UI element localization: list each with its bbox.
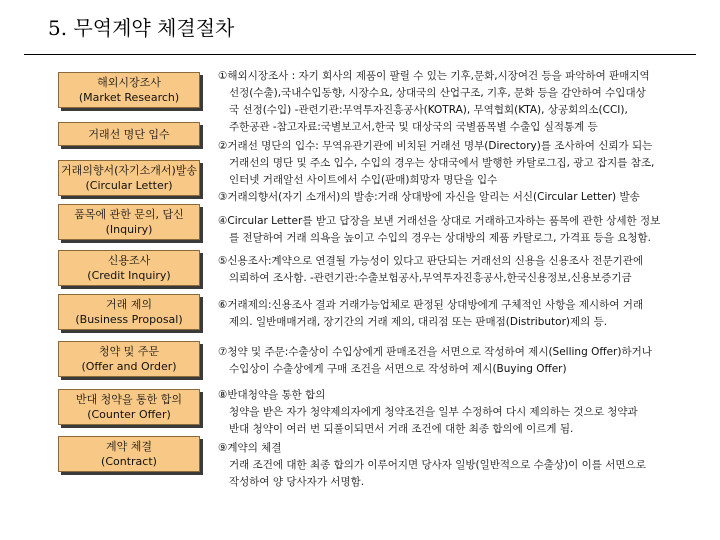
step-label-en: (Market Research) [78, 91, 180, 104]
desc-line: 주한공관 -참고자료:국별보고서,한국 및 대상국의 국별품목별 수출입 실적통계 등 [229, 121, 598, 133]
desc-circular-letter [218, 189, 698, 206]
step-label-ko: 거래선 명단 입수 [88, 127, 170, 141]
step-box-offer-order [58, 341, 200, 377]
desc-line: 선정(수출),국내수입동향, 시장수요, 상대국의 산업구조, 기후, 문화 등을 감안하여 수입대상 [229, 87, 646, 99]
desc-line: 의뢰하여 조사함. -관련기관:수출보험공사,무역투자진흥공사,한국신용정보,신용보증기금 [229, 272, 632, 284]
desc-line: ④Circular Letter를 받고 답장을 보낸 거래선을 상대로 거래하고자하는 품목에 관한 상세한 정보 [218, 215, 661, 227]
desc-counter-offer [218, 387, 698, 438]
step-label-en: (Business Proposal) [75, 313, 183, 326]
desc-line: 작성하여 양 당사자가 서명함. [229, 476, 365, 488]
step-label-en: (Counter Offer) [87, 408, 171, 421]
desc-line: ①해외시장조사 : 자기 회사의 제품이 팔릴 수 있는 기후,문화,시장여건 등을 파악하여 판매지역 [218, 70, 650, 82]
step-label-ko: 계약 체결 [105, 440, 152, 453]
desc-contract [218, 440, 698, 491]
desc-credit-inquiry [218, 253, 698, 287]
page-title: 5. 무역계약 체결절차 [48, 16, 235, 40]
desc-partner-list [218, 138, 698, 189]
step-label-en: (Circular Letter) [85, 179, 173, 192]
desc-line: ⑨계약의 체결 [218, 442, 282, 454]
desc-line: 반대 청약이 여러 번 되풀이되면서 거래 조건에 대한 최종 합의에 이르게 됨. [229, 423, 574, 435]
desc-line: 거래 조건에 대한 최종 합의가 이루어지면 당사자 일방(일반적으로 수출상)이 이를 서면으로 [229, 459, 646, 471]
title-divider [24, 54, 696, 55]
desc-inquiry [218, 213, 698, 247]
step-box-circular-letter [58, 160, 200, 196]
desc-line: ②거래선 명단의 입수: 무역유관기관에 비치된 거래선 명부(Directory)를 조사하여 신뢰가 되는 [218, 140, 653, 152]
step-box-inquiry [58, 204, 200, 240]
step-label-ko: 품목에 관한 문의, 답신 [74, 208, 184, 221]
desc-line: ⑦청약 및 주문:수출상이 수입상에게 판매조건을 서면으로 작성하여 제시(Selling Offer)하거나 [218, 346, 652, 358]
desc-market-research [218, 68, 698, 136]
step-box-counter-offer [58, 389, 200, 425]
desc-line: ⑥거래제의:신용조사 결과 거래가능업체로 판정된 상대방에게 구체적인 사항을 제시하여 거래 [218, 299, 644, 311]
desc-line: ③거래의향서(자기 소개서)의 발송:거래 상대방에 자신을 알리는 서신(Circular Letter) 발송 [218, 191, 640, 203]
desc-line: 국 선정(수입) -관련기관:무역투자진흥공사(KOTRA), 무역협회(KTA), 상공회의소(CCI), [229, 104, 628, 116]
desc-line: 를 전달하여 거래 의욕을 높이고 수입의 경우는 상대방의 제품 카탈로그, 가격표 등을 요청함. [229, 232, 652, 244]
desc-offer-order [218, 344, 698, 378]
desc-business-proposal [218, 297, 698, 331]
desc-line: ⑧반대청약을 통한 합의 [218, 389, 326, 401]
step-box-credit-inquiry [58, 250, 200, 286]
desc-line: 제의. 일반매매거래, 장기간의 거래 제의, 대리점 또는 판매점(Distributor)제의 등. [229, 316, 608, 328]
desc-line: 청약을 받은 자가 청약제의자에게 청약조건을 일부 수정하여 다시 제의하는 것으로 청약과 [229, 406, 638, 418]
step-label-en: (Contract) [101, 455, 157, 468]
step-label-ko: 거래의향서(자기소개서)발송 [60, 164, 198, 177]
step-label-en: (Offer and Order) [81, 360, 177, 373]
step-label-en: (Inquiry) [105, 223, 153, 236]
step-label-en: (Credit Inquiry) [87, 269, 171, 282]
step-box-market-research [58, 72, 200, 108]
desc-line: 거래선의 명단 및 주소 입수, 수입의 경우는 상대국에서 발행한 카탈로그집, 광고 잡지를 참조, [229, 157, 655, 169]
step-label-ko: 해외시장조사 [97, 76, 161, 89]
step-label-ko: 거래 제의 [105, 298, 152, 311]
step-box-partner-list [58, 122, 200, 146]
desc-line: 수입상이 수출상에게 구매 조건을 서면으로 작성하여 제시(Buying Offer) [229, 363, 567, 375]
step-label-ko: 반대 청약을 통한 합의 [75, 393, 183, 406]
step-label-ko: 청약 및 주문 [98, 345, 160, 358]
step-box-contract [58, 436, 200, 472]
step-label-ko: 신용조사 [107, 254, 151, 267]
desc-line: 인터넷 거래알선 사이트에서 수입(판매)희망자 명단을 입수 [229, 174, 498, 186]
step-box-business-proposal [58, 294, 200, 330]
desc-line: ⑤신용조사:계약으로 연결될 가능성이 있다고 판단되는 거래선의 신용을 신용조사 전문기관에 [218, 255, 644, 267]
